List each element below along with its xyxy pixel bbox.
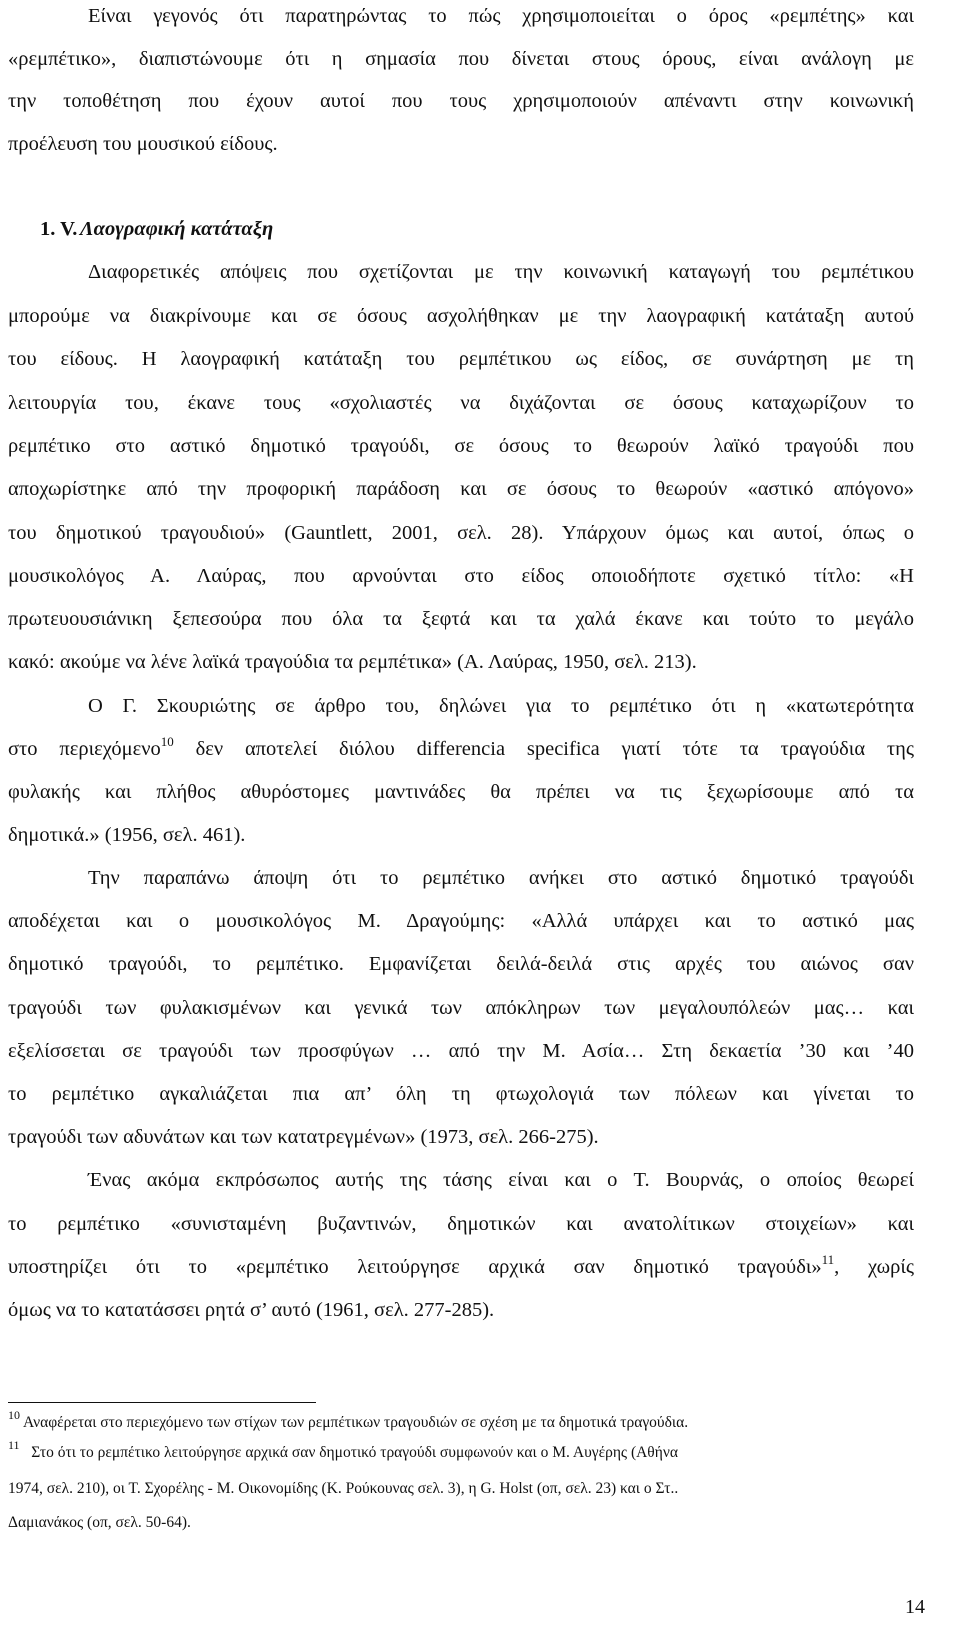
p1-line-2: μπορούμε να διακρίνουμε και σε όσους ασχολήθηκαν με την λαογραφική κατάταξη αυτού bbox=[8, 305, 914, 327]
footnote-10-marker: 10 bbox=[8, 1408, 20, 1422]
footnote-10 bbox=[8, 1408, 689, 1434]
footnote-11-marker: 11 bbox=[8, 1438, 20, 1452]
p4-line-3-before: υποστηρίζει ότι το «ρεμπέτικο λειτούργησε αρχικά σαν δημοτικό τραγούδι» bbox=[8, 1256, 822, 1278]
p3-line-1: Την παραπάνω άποψη ότι το ρεμπέτικο ανήκει στο αστικό δημοτικό τραγούδι bbox=[88, 867, 914, 889]
p4-line-4: όμως να το κατατάσσει ρητά σ’ αυτό (1961, σελ. 277-285). bbox=[8, 1299, 495, 1321]
p1-line-6: αποχωρίστηκε από την προφορική παράδοση και σε όσους το θεωρούν «αστικό απόγονο» bbox=[8, 478, 914, 500]
p4-line-1: Ένας ακόμα εκπρόσωπος αυτής της τάσης είναι και ο Τ. Βουρνάς, ο οποίος θεωρεί bbox=[88, 1169, 914, 1191]
p3-line-6: το ρεμπέτικο αγκαλιάζεται πια απ’ όλη τη φτωχολογιά των πόλεων και γίνεται το bbox=[8, 1083, 914, 1105]
page-number: 14 bbox=[905, 1596, 925, 1618]
p2-line-2 bbox=[8, 735, 914, 763]
intro-line-4: προέλευση του μουσικού είδους. bbox=[8, 133, 278, 155]
footnote-ref-10: 10 bbox=[160, 734, 174, 749]
p1-line-1: Διαφορετικές απόψεις που σχετίζονται με την κοινωνική καταγωγή του ρεμπέτικου bbox=[88, 261, 914, 283]
p2-line-3: φυλακής και πλήθος αθυρόστομες μαντινάδες θα πρέπει να τις ξεχωρίσουμε από τα bbox=[8, 781, 914, 803]
p2-line-2-after: δεν αποτελεί διόλου differencia specifica γιατί τότε τα τραγούδια της bbox=[173, 738, 914, 760]
p1-line-3: του είδους. Η λαογραφική κατάταξη του ρεμπέτικου ως είδος, σε συνάρτηση με τη bbox=[8, 348, 914, 370]
p1-line-9: πρωτευουσιάνικη ξεπεσούρα που όλα τα ξεφτά και τα χαλά έκανε και τούτο το μεγάλο bbox=[8, 608, 914, 630]
section-heading bbox=[40, 215, 960, 243]
p4-line-3-after: , χωρίς bbox=[834, 1256, 915, 1278]
p4-line-2: το ρεμπέτικο «συνισταμένη βυζαντινών, δημοτικών και ανατολίτικων στοιχείων» και bbox=[8, 1213, 914, 1235]
p1-line-7: του δημοτικού τραγουδιού» (Gauntlett, 2001, σελ. 28). Υπάρχουν όμως και αυτοί, όπως ο bbox=[8, 522, 914, 544]
p1-line-5: ρεμπέτικο στο αστικό δημοτικό τραγούδι, σε όσους το θεωρούν λαϊκό τραγούδι που bbox=[8, 435, 914, 457]
footnote-11-line-2: 1974, σελ. 210), οι Τ. Σχορέλης - Μ. Οικονομίδης (Κ. Ρούκουνας σελ. 3), η G. Holst (οπ, σελ. 23) και ο Στ.. bbox=[8, 1480, 679, 1497]
p1-line-10: κακό: ακούμε να λένε λαϊκά τραγούδια τα ρεμπέτικα» (Α. Λαύρας, 1950, σελ. 213). bbox=[8, 651, 697, 673]
p3-line-2: αποδέχεται και ο μουσικολόγος Μ. Δραγούμης: «Αλλά υπάρχει και το αστικό μας bbox=[8, 910, 914, 932]
p2-line-4: δημοτικά.» (1956, σελ. 461). bbox=[8, 824, 246, 846]
p1-line-8: μουσικολόγος Α. Λαύρας, που αρνούνται στο είδος οποιοδήποτε σχετικό τίτλο: «Η bbox=[8, 565, 914, 587]
p3-line-7: τραγούδι των αδυνάτων και των κατατρεγμένων» (1973, σελ. 266-275). bbox=[8, 1126, 599, 1148]
intro-line-2: «ρεμπέτικο», διαπιστώνουμε ότι η σημασία που δίνεται στους όρους, είναι ανάλογη με bbox=[8, 48, 914, 70]
footnote-10-text: Αναφέρεται στο περιεχόμενο των στίχων των ρεμπέτικων τραγουδιών σε σχέση με τα δημοτικά τραγούδια. bbox=[23, 1414, 689, 1431]
intro-line-1: Είναι γεγονός ότι παρατηρώντας το πώς χρησιμοποιείται ο όρος «ρεμπέτης» και bbox=[88, 5, 914, 27]
p2-line-1: Ο Γ. Σκουριώτης σε άρθρο του, δηλώνει για το ρεμπέτικο ότι η «κατωτερότητα bbox=[88, 695, 914, 717]
section-number: 1. V. bbox=[40, 218, 78, 240]
p2-line-2-before: στο περιεχόμενο bbox=[8, 738, 161, 760]
footnote-11-line-1: Στο ότι το ρεμπέτικο λειτούργησε αρχικά σαν δημοτικό τραγούδι συμφωνούν και ο Μ. Αυγέρης (Αθήνα bbox=[31, 1444, 678, 1461]
intro-line-3: την τοποθέτηση που έχουν αυτοί που τους χρησιμοποιούν απέναντι στην κοινωνική bbox=[8, 90, 914, 112]
p1-line-4: λειτουργία του, έκανε τους «σχολιαστές να διχάζονται σε όσους καταχωρίζουν το bbox=[8, 392, 914, 414]
p3-line-5: εξελίσσεται σε τραγούδι των προσφύγων … από την Μ. Ασία… Στη δεκαετία ’30 και ’40 bbox=[8, 1040, 914, 1062]
section-title: Λαογραφική κατάταξη bbox=[80, 218, 274, 240]
footnote-ref-11: 11 bbox=[821, 1252, 835, 1267]
p3-line-4: τραγούδι των φυλακισμένων και γενικά των απόκληρων των μεγαλουπόλεών μας… και bbox=[8, 997, 914, 1019]
footnote-11 bbox=[8, 1438, 678, 1464]
p4-line-3 bbox=[8, 1253, 914, 1281]
footnote-11-line-3: Δαμιανάκος (οπ, σελ. 50-64). bbox=[8, 1514, 191, 1531]
p3-line-3: δημοτικό τραγούδι, το ρεμπέτικο. Εμφανίζεται δειλά-δειλά στις αρχές του αιώνος σαν bbox=[8, 953, 914, 975]
footnote-divider bbox=[8, 1402, 316, 1403]
